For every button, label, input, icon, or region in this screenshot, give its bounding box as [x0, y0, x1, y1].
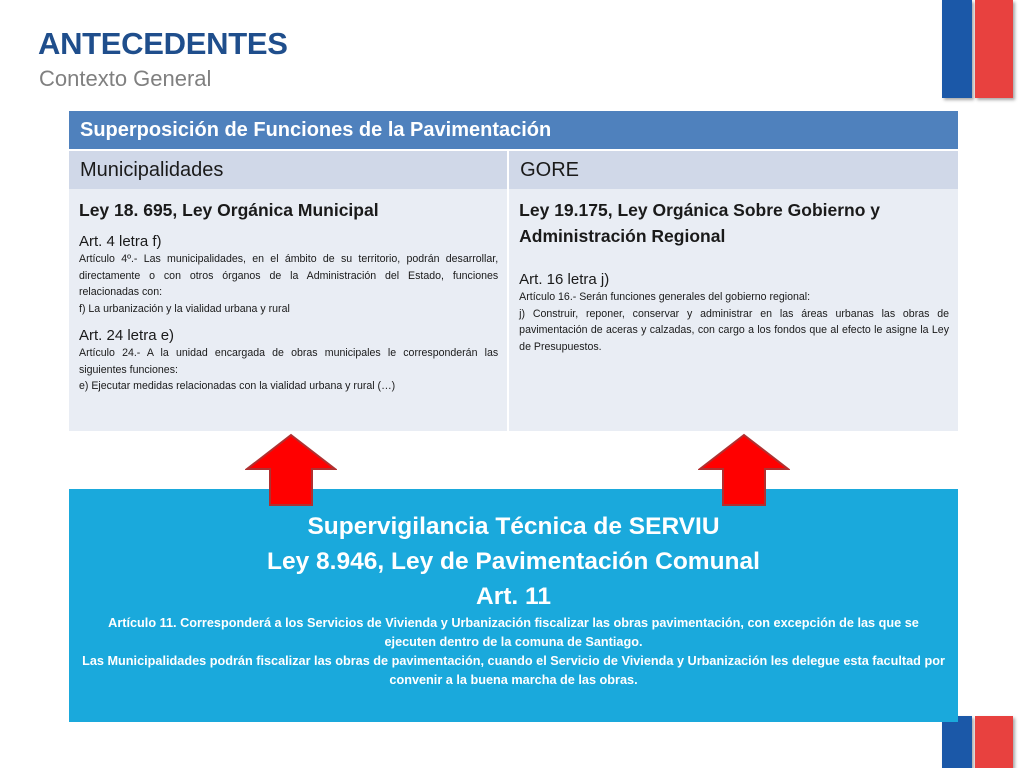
flag-red-stripe [975, 716, 1013, 768]
article-heading: Art. 11 [476, 583, 551, 610]
article-paragraph: Las Municipalidades podrán fiscalizar las obras de pavimentación, cuando el Servicio de Vivienda y Urbanización les delegue esta facultad por convenir a la buena marcha de las obras. [82, 654, 945, 687]
flag-red-stripe [975, 0, 1013, 98]
table-column-headers [69, 151, 958, 189]
article-item: f) La urbanización y la vialidad urbana y rural [79, 302, 290, 315]
article-text: Artículo 4º.- Las municipalidades, en el ámbito de su territorio, podrán desarrollar, directamente o con otros órganos de la Administración del Estado, funciones relacionadas con: [79, 253, 499, 298]
article-text: Artículo 24.- A la unidad encargada de obras municipales le corresponderán las siguientes funciones: [79, 347, 499, 376]
flag-stripes-top [942, 0, 1014, 98]
up-arrow-icon [245, 433, 337, 507]
cell-gore [509, 189, 958, 431]
article-item: e) Ejecutar medidas relacionadas con la vialidad urbana y rural (…) [79, 380, 396, 392]
column-header-municipalidades: Municipalidades [69, 151, 509, 189]
law-heading: Ley 8.946, Ley de Pavimentación Comunal [267, 548, 760, 575]
functions-table [69, 111, 958, 431]
article-item: j) Construir, reponer, conservar y administrar en las áreas urbanas las obras de pavimentación de aceras y calzadas, con cargo a los fondos que al efecto le asigne la Ley de Presupuestos. [519, 307, 949, 353]
flag-blue-stripe [942, 716, 972, 768]
table-body-row [69, 189, 958, 431]
article-ref: Art. 4 letra f) [79, 233, 162, 250]
flag-stripes-bottom [942, 716, 1014, 768]
serviu-heading: Supervigilancia Técnica de SERVIU [307, 513, 720, 540]
article-ref: Art. 16 letra j) [519, 271, 610, 288]
page-title: ANTECEDENTES [38, 26, 288, 61]
law-title: Ley 19.175, Ley Orgánica Sobre Gobierno y Administración Regional [519, 200, 881, 246]
serviu-box [69, 489, 958, 722]
column-header-gore: GORE [520, 159, 579, 181]
article-text: Artículo 16.- Serán funciones generales del gobierno regional: [519, 291, 811, 303]
cell-municipalidades [69, 189, 509, 431]
law-title: Ley 18. 695, Ley Orgánica Municipal [79, 200, 379, 220]
article-ref: Art. 24 letra e) [79, 327, 175, 344]
up-arrow-icon [698, 433, 790, 507]
flag-blue-stripe [942, 0, 972, 98]
article-paragraph: Artículo 11. Corresponderá a los Servicios de Vivienda y Urbanización fiscalizar las obras pavimentación, con excepción de las que se ejecuten dentro de la comuna de Santiago. [108, 616, 919, 649]
table-heading: Superposición de Funciones de la Pavimentación [69, 111, 958, 151]
page-subtitle: Contexto General [39, 66, 212, 91]
